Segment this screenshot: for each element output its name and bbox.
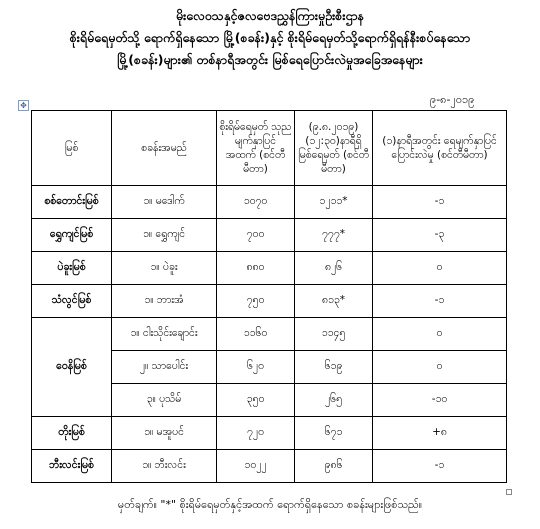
water-level: ၈၂၆	[295, 252, 373, 285]
table-resize-handle[interactable]	[506, 489, 512, 495]
header-danger-level: စိုးရိမ်ရေမှတ် သုညမျက်နှာပြင် အထက် (စင်တီမီတာ)	[217, 111, 295, 186]
header-station: စခန်းအမည်	[112, 111, 217, 186]
station-name: ၁။ ဘားအံ	[112, 285, 217, 318]
river-name: တိုးမြစ်	[32, 417, 112, 450]
hourly-change: -၁	[373, 450, 507, 483]
table-row	[32, 219, 507, 252]
water-level: ၁၁၄၅	[295, 318, 373, 351]
station-name: ၁။ ဘီးလင်း	[112, 450, 217, 483]
water-level: ၉၈၆	[295, 450, 373, 483]
document-title-line-3: မြို့(စခန်း)များ၏ တစ်နာရီအတွင်း မြစ်ရေပြောင်းလဲမှုအခြေအနေများ	[117, 52, 423, 67]
water-level: ၆၇၁	[295, 417, 373, 450]
table-row	[32, 318, 507, 351]
water-level: ၆၁၉	[295, 351, 373, 384]
danger-level: ၃၅၀	[217, 384, 295, 417]
danger-level: ၇၅၀	[217, 285, 295, 318]
river-name: သံလွင်မြစ်	[32, 285, 112, 318]
hourly-change: ၀	[373, 252, 507, 285]
river-name: ဝေနိမြစ်	[32, 318, 112, 417]
document-title-line-1: မိုးလေဝသနှင့်ဇလဗေဒညွှန်ကြားမှုဦးစီးဌာန	[175, 8, 365, 23]
table-row	[32, 450, 507, 483]
river-name: ဘီးလင်းမြစ်	[32, 450, 112, 483]
station-name: ၁။ မအူပင်	[112, 417, 217, 450]
table-row	[32, 186, 507, 219]
danger-level: ၇၂၀	[217, 417, 295, 450]
water-level: ၂၆၅	[295, 384, 373, 417]
water-level: ၁၂၁၁*	[295, 186, 373, 219]
header-hourly-change: (၁)နာရီအတွင်း ရေမျက်နှာပြင်ပြောင်းလဲမှု (စင်တီမီတာ)	[373, 111, 507, 186]
move-arrows-icon[interactable]: ✥	[18, 100, 29, 111]
river-name: စစ်တောင်းမြစ်	[32, 186, 112, 219]
river-name: ရွှေကျင်မြစ်	[32, 219, 112, 252]
table-header-row	[32, 111, 507, 186]
danger-level: ၁၁၆၀	[217, 318, 295, 351]
danger-level: ၇၀၀	[217, 219, 295, 252]
table-row	[32, 285, 507, 318]
hourly-change: -၁၀	[373, 384, 507, 417]
water-level: ၇၇၇*	[295, 219, 373, 252]
table-row	[32, 252, 507, 285]
station-name: ၁။ ပဲခူး	[112, 252, 217, 285]
danger-level: ၈၈၀	[217, 252, 295, 285]
table-row	[32, 417, 507, 450]
station-name: ၃။ ပုသိမ်	[112, 384, 217, 417]
hourly-change: ၀	[373, 318, 507, 351]
header-river: မြစ်	[32, 111, 112, 186]
hourly-change: ၀	[373, 351, 507, 384]
header-current-level: (၉.၈.၂၀၁၉) (၁၂:၃၀)နာရီရှိ မြစ်ရေမှတ် (စင်တီမီတာ)	[295, 111, 373, 186]
station-name: ၁။ ရွှေကျင်	[112, 219, 217, 252]
hourly-change: -၁	[373, 186, 507, 219]
danger-level: ၆၂၀	[217, 351, 295, 384]
station-name: ၁။ မဒေါက်	[112, 186, 217, 219]
hourly-change: -၃	[373, 219, 507, 252]
hourly-change: +၈	[373, 417, 507, 450]
river-level-table	[31, 110, 507, 483]
footnote: မှတ်ချက်။ "*" စိုးရိမ်ရေမှတ်နှင့်အထက် ရောက်ရှိနေသော စခန်းများဖြစ်သည်။	[117, 498, 423, 511]
document-title-line-2: စိုးရိမ်ရေမှတ်သို့ ရောက်ရှိနေသော မြို့(စခန်း)နှင့် စိုးရိမ်ရေမှတ်သို့ရောက်ရှိရန်နီးစပ်နေသော	[69, 30, 471, 45]
station-name: ၁။ ငါးသိုင်းချောင်း	[112, 318, 217, 351]
station-name: ၂။ သာပေါင်း	[112, 351, 217, 384]
danger-level: ၁၀၂၂	[217, 450, 295, 483]
river-name: ပဲခူးမြစ်	[32, 252, 112, 285]
water-level: ၈၁၃*	[295, 285, 373, 318]
hourly-change: -၁	[373, 285, 507, 318]
report-date: ၉-၈-၂၀၁၉	[430, 93, 475, 106]
danger-level: ၁၀၇၀	[217, 186, 295, 219]
